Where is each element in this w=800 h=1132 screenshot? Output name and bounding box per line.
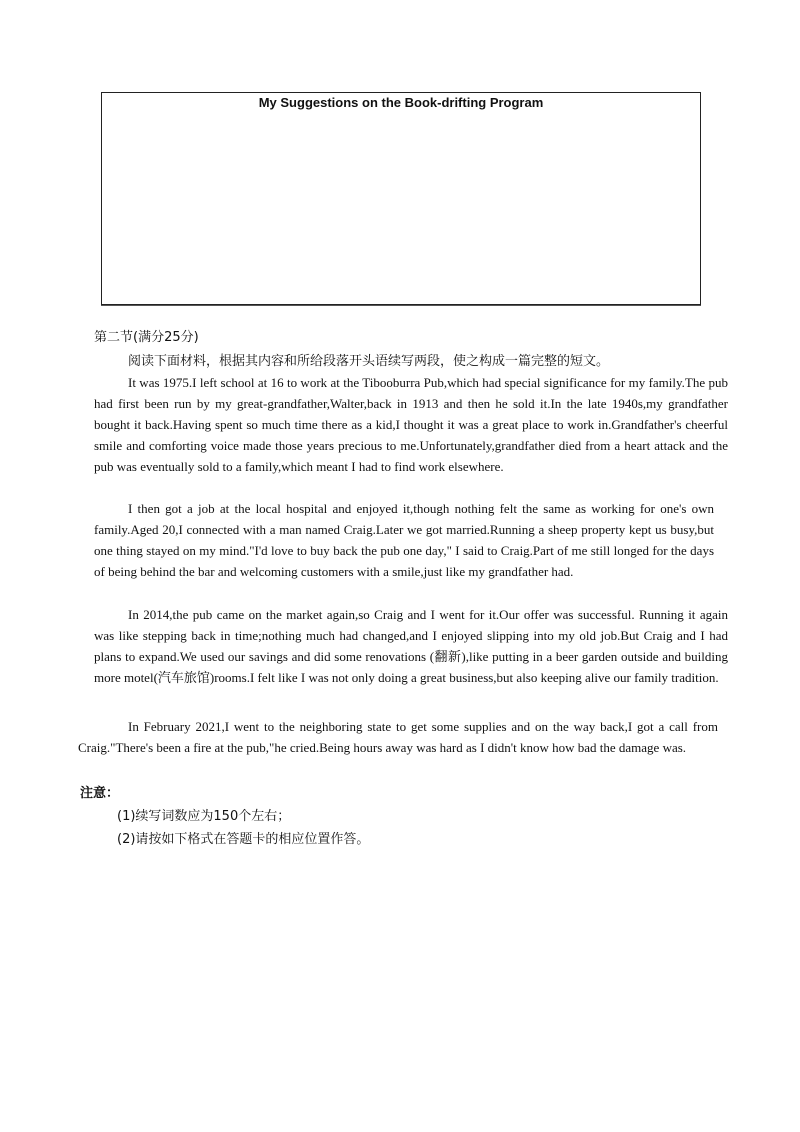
story-paragraph-1: It was 1975.I left school at 16 to work at the Tibooburra Pub,which had special significance for my family.The pub had first been run by my great-grandfather,Walter,back in 1913 and then he sold it.In the late 1940s,my grandfather bought it back.Having spent so much time there as a kid,I thought it was a great place to work in.Grandfather's cheerful smile and comforting voice made those years precious to me.Unfortunately,grandfather died from a heart attack and the pub was eventually sold to a family,which meant I had to find work elsewhere. xyxy=(94,375,728,474)
story-paragraph-3: In 2014,the pub came on the market again,so Craig and I went for it.Our offer was successful. Running it again was like stepping back in time;nothing much had changed,and I enjoyed slipping into my old job.But Craig and I had plans to expand.We used our savings and did some renovations (翻新),like putting in a beer garden outside and building more motel(汽车旅馆)rooms.I felt like I was not only doing a great business,but also keeping alive our family tradition. xyxy=(94,607,728,685)
note-item-1: (1)续写词数应为150个左右； xyxy=(117,809,291,824)
story-paragraph-4: In February 2021,I went to the neighboring state to get some supplies and on the way back,I got a call from Craig."There's been a fire at the pub,"he cried.Being hours away was hard as I didn't know how bad the damage was. xyxy=(78,719,718,755)
note-item-2: (2)请按如下格式在答题卡的相应位置作答。 xyxy=(117,832,370,847)
instruction-text: 阅读下面材料，根据其内容和所给段落开头语续写两段，使之构成一篇完整的短文。 xyxy=(128,354,610,369)
section-heading: 第二节(满分25分) xyxy=(94,330,199,345)
suggestion-box-title: My Suggestions on the Book-drifting Program xyxy=(258,95,544,110)
story-paragraph-2: I then got a job at the local hospital and enjoyed it,though nothing felt the same as working for one's own family.Aged 20,I connected with a man named Craig.Later we got married.Running a sheep property kept us busy,but one thing stayed on my mind."I'd love to buy back the pub one day," I said to Craig.Part of me still longed for the days of being behind the bar and welcoming customers with a smile,just like my grandfather had. xyxy=(94,501,714,579)
suggestion-box xyxy=(101,92,701,305)
notes-title: 注意： xyxy=(80,786,120,801)
